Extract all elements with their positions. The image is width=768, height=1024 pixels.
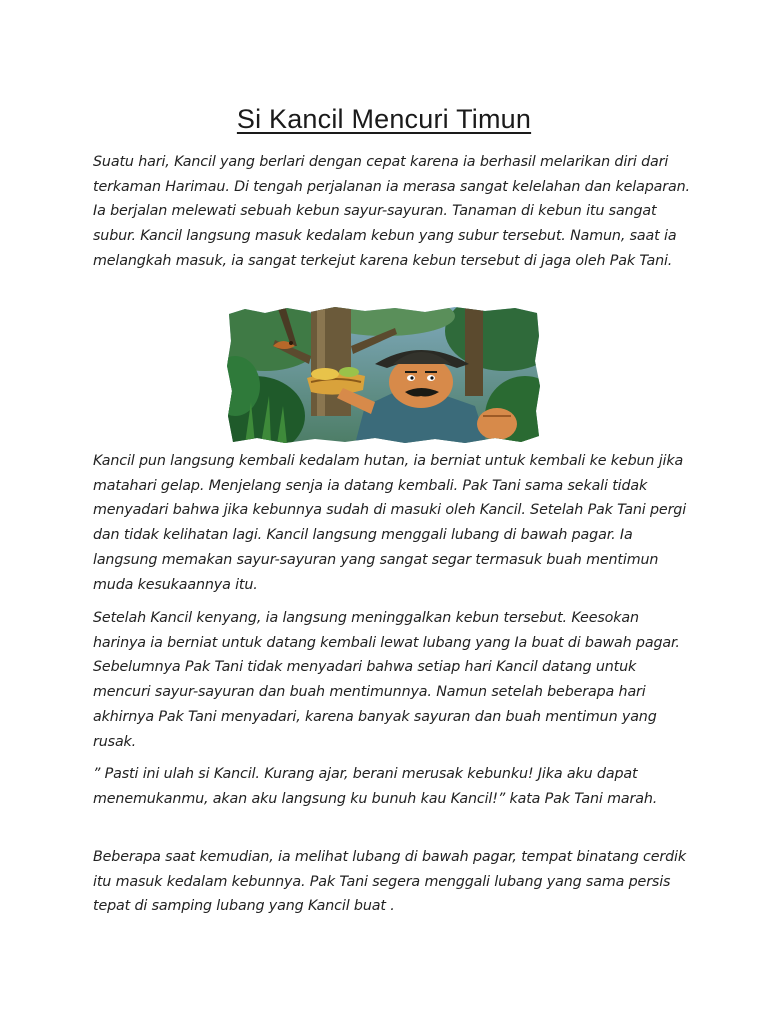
paragraph-3: Setelah Kancil kenyang, ia langsung meninggalkan kebun tersebut. Keesokan harinya ia berniat untuk datang kembali lewat lubang yang Ia buat di bawah pagar. Sebelumnya Pak Tani tidak menyadari bahwa setiap hari Kancil datang untuk mencuri sayur-sayuran dan buah mentimunnya. Namun setelah beberapa hari akhirnya Pak Tani menyadari, karena banyak sayuran dan buah mentimun yang rusak.	[93, 610, 680, 750]
paragraph-4: ” Pasti ini ulah si Kancil. Kurang ajar, berani merusak kebunku! Jika aku dapat menemukanmu, akan aku langsung ku bunuh kau Kancil!” kata Pak Tani marah.	[93, 766, 658, 807]
farmer-in-forest-illustration	[225, 306, 541, 444]
farmer-illustration	[225, 306, 541, 444]
story-title: Si Kancil Mencuri Timun	[236, 104, 532, 134]
paragraph-5: Beberapa saat kemudian, ia melihat lubang di bawah pagar, tempat binatang cerdik itu masuk kedalam kebunnya. Pak Tani segera menggali lubang yang sama persis tepat di samping lubang yang Kancil buat .	[93, 849, 687, 915]
paragraph-2: Kancil pun langsung kembali kedalam hutan, ia berniat untuk kembali ke kebun jika matahari gelap. Menjelang senja ia datang kembali. Pak Tani sama sekali tidak menyadari bahwa jika kebunnya sudah di masuki oleh Kancil. Setelah Pak Tani pergi dan tidak kelihatan lagi. Kancil langsung menggali lubang di bawah pagar. Ia langsung memakan sayur-sayuran yang sangat segar termasuk buah mentimun muda kesukaannya itu.	[93, 453, 687, 593]
paragraph-1: Suatu hari, Kancil yang berlari dengan cepat karena ia berhasil melarikan diri dari terkaman Harimau. Di tengah perjalanan ia merasa sangat kelelahan dan kelaparan. Ia berjalan melewati sebuah kebun sayur-sayuran. Tanaman di kebun itu sangat subur. Kancil langsung masuk kedalam kebun yang subur tersebut. Namun, saat ia melangkah masuk, ia sangat terkejut karena kebun tersebut di jaga oleh Pak Tani.	[93, 154, 690, 269]
